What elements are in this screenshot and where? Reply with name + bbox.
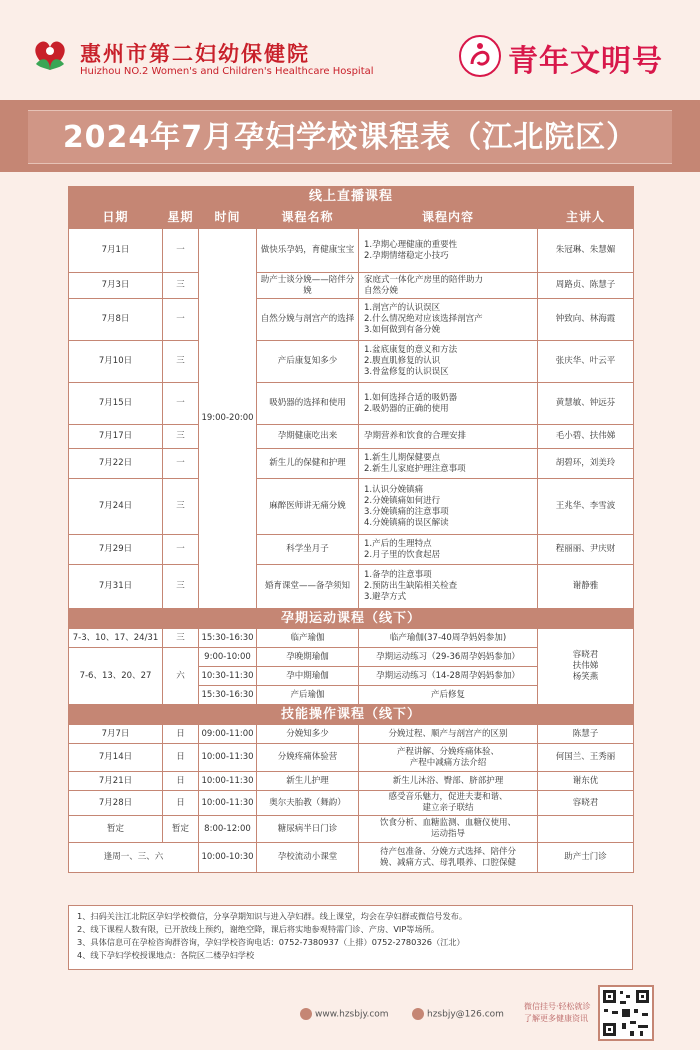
row-course-content [359, 725, 538, 744]
row-date: 7月3日 [69, 273, 163, 299]
content-line: 1.剖宫产的认识误区 [364, 303, 441, 313]
row-course-name: 科学坐月子 [257, 535, 359, 565]
row-course-content [359, 791, 538, 816]
row-weekday: 三 [163, 273, 199, 299]
row-course-name: 临产瑜伽 [257, 629, 359, 648]
content-line: 1.备孕的注意事项 [364, 570, 432, 580]
row-course-content [359, 273, 538, 299]
content-line: 2.腹直肌修复的认识 [364, 356, 441, 366]
row-course-name: 自然分娩与剖宫产的选择 [257, 299, 359, 341]
row-course-content [359, 425, 538, 449]
table-row [69, 744, 634, 772]
content-line: 1.新生儿期保健要点 [364, 452, 441, 463]
globe-icon [300, 1008, 312, 1020]
row-speaker: 助产士门诊 [538, 843, 634, 873]
row-course-name: 做快乐孕妈，育健康宝宝 [257, 229, 359, 273]
note-item: 2、线下课程人数有限，已开放线上预约，谢绝空降，课后将实地参观特需门诊、产房、VIP等场所。 [77, 924, 440, 934]
row-course-content [359, 299, 538, 341]
content-line: 1.产后的生理特点 [364, 538, 432, 549]
row-time: 10:00-11:30 [199, 744, 257, 772]
row-time: 10:00-11:30 [199, 772, 257, 791]
footer-email-text: hzsbjy@126.com [427, 1009, 504, 1020]
table-row [69, 772, 634, 791]
content-line: 扶伟娣 [572, 661, 599, 671]
row-course-name: 糖尿病半日门诊 [257, 816, 359, 843]
row-date: 7月24日 [69, 479, 163, 535]
row-weekday: 日 [163, 772, 199, 791]
row-course-content [359, 341, 538, 383]
table-row [69, 725, 634, 744]
row-weekday: 三 [163, 565, 199, 609]
row-course-name: 新生儿的保健和护理 [257, 449, 359, 479]
row-course-name: 助产士谈分娩——陪伴分娩 [257, 273, 359, 299]
row-speaker: 程丽丽、尹庆财 [538, 535, 634, 565]
content-line: 2.什么情况绝对应该选择剖宫产 [364, 314, 483, 324]
content-line: 娩、减痛方式、母乳喂养、口腔保健 [379, 857, 516, 868]
table-row [69, 383, 634, 425]
row-course-name: 吸奶器的选择和使用 [257, 383, 359, 425]
row-speaker: 谢东优 [538, 772, 634, 791]
row-time: 10:00-10:30 [199, 843, 257, 873]
online-section-title: 线上直播课程 [69, 187, 634, 207]
content-line: 2.孕期情绪稳定小技巧 [364, 250, 449, 261]
content-line: 2.分娩镇痛如何进行 [364, 495, 441, 506]
table-row [69, 273, 634, 299]
row-course-content [359, 744, 538, 772]
row-date: 7月22日 [69, 449, 163, 479]
exercise-speaker [538, 629, 634, 705]
content-line: 建立亲子联结 [422, 803, 474, 813]
content-line: 孕期营养和饮食的合理安排 [364, 431, 467, 441]
row-course-content [359, 816, 538, 843]
footer-website-text: www.hzsbjy.com [315, 1009, 389, 1020]
row-course-name: 产后康复知多少 [257, 341, 359, 383]
table-row [69, 479, 634, 535]
content-line: 分娩过程、顺产与剖宫产的区别 [388, 728, 508, 739]
table-row [69, 565, 634, 609]
row-weekday: 三 [163, 629, 199, 648]
row-course-content: 产后修复 [359, 686, 538, 705]
row-date: 暂定 [69, 816, 163, 843]
header-course-name: 课程名称 [257, 207, 359, 229]
table-row [69, 425, 634, 449]
row-date: 7月17日 [69, 425, 163, 449]
hospital-name-cn: 惠州市第二妇幼保健院 [80, 41, 310, 66]
row-speaker: 张庆华、叶云平 [538, 341, 634, 383]
row-course-content [359, 843, 538, 873]
content-line: 3.分娩镇痛的注意事项 [364, 506, 449, 517]
row-weekday: 一 [163, 299, 199, 341]
header-time: 时间 [199, 207, 257, 229]
content-line: 3.如何做到有备分娩 [364, 325, 441, 335]
row-course-name: 奥尔夫胎教（舞韵） [257, 791, 359, 816]
content-line: 感受音乐魅力，促进夫妻和谐、 [388, 792, 508, 802]
note-item: 1、扫码关注江北院区孕妇学校微信，分享孕期知识与进入孕妇群。线上课堂，均会在孕妇群或微信号发布。 [77, 911, 468, 921]
content-line: 2.预防出生缺陷相关检查 [364, 581, 458, 591]
row-time: 09:00-11:00 [199, 725, 257, 744]
row-course-name: 麻醉医师讲无痛分娩 [257, 479, 359, 535]
header-weekday: 星期 [163, 207, 199, 229]
header-speaker: 主讲人 [538, 207, 634, 229]
row-time: 15:30-16:30 [199, 629, 257, 648]
footer-website[interactable] [300, 1008, 389, 1020]
content-line: 1.认识分娩镇痛 [364, 484, 424, 495]
row-course-name: 新生儿护理 [257, 772, 359, 791]
exercise-section-title: 孕期运动课程（线下） [69, 609, 634, 629]
content-line: 自然分娩 [364, 285, 399, 296]
note-item: 3、具体信息可在孕检咨询群咨询，孕妇学校咨询电话：0752-7380937（上排）0752-2780326（江北） [77, 937, 465, 947]
row-weekday: 日 [163, 725, 199, 744]
content-line: 饮食分析、血糖监测、血糖仪使用、 [379, 818, 516, 828]
row-date: 7月15日 [69, 383, 163, 425]
row-time: 8:00-12:00 [199, 816, 257, 843]
note-item: 4、线下孕妇学校授课地点：各院区二楼孕妇学校 [77, 950, 255, 960]
section-row [69, 609, 634, 629]
row-course-content: 孕期运动练习（14-28周孕妈妈参加） [359, 667, 538, 686]
youth-civilization-label: 青年文明号 [508, 44, 663, 79]
row-course-content: 临产瑜伽(37-40周孕妈妈参加) [359, 629, 538, 648]
row-date: 7月28日 [69, 791, 163, 816]
content-line: 2.新生儿家庭护理注意事项 [364, 463, 466, 474]
table-row [69, 791, 634, 816]
row-weekday: 六 [163, 648, 199, 705]
hospital-name-en: Huizhou NO.2 Women's and Children's Healthcare Hospital [80, 66, 374, 77]
row-speaker: 何国兰、王秀丽 [538, 744, 634, 772]
row-date: 7月14日 [69, 744, 163, 772]
content-line: 杨笑燕 [572, 672, 599, 682]
course-schedule-table [68, 186, 634, 873]
row-course-content [359, 383, 538, 425]
notes-panel [68, 905, 633, 970]
skills-section-title: 技能操作课程（线下） [69, 705, 634, 725]
row-date: 7月1日 [69, 229, 163, 273]
table-row [69, 535, 634, 565]
row-speaker [538, 816, 634, 843]
page-header [0, 0, 700, 95]
row-date: 7月10日 [69, 341, 163, 383]
row-speaker: 黄慧敏、钟远芬 [538, 383, 634, 425]
content-line: 3.避孕方式 [364, 592, 407, 602]
row-date: 7月21日 [69, 772, 163, 791]
table-row [69, 629, 634, 648]
row-course-name: 孕校流动小课堂 [257, 843, 359, 873]
content-line: 4.分娩镇痛的误区解读 [364, 517, 449, 528]
mail-icon [412, 1008, 424, 1020]
hospital-logo-icon [30, 34, 70, 74]
row-speaker: 谢静雅 [538, 565, 634, 609]
content-line: 待产包准备、分娩方式选择、陪伴分 [379, 846, 516, 857]
row-time: 19:00-20:00 [199, 229, 257, 609]
row-time: 15:30-16:30 [199, 686, 257, 705]
row-weekday: 三 [163, 341, 199, 383]
row-course-name: 婚育课堂——备孕须知 [257, 565, 359, 609]
row-speaker: 王兆华、李雪波 [538, 479, 634, 535]
table-row [69, 449, 634, 479]
row-weekday: 一 [163, 535, 199, 565]
youth-civilization-logo-icon [458, 34, 502, 78]
row-weekday: 一 [163, 383, 199, 425]
row-course-content [359, 565, 538, 609]
table-row [69, 843, 634, 873]
content-line: 产程中减痛方法介绍 [409, 757, 487, 768]
row-time: 10:00-11:30 [199, 791, 257, 816]
row-weekday: 日 [163, 744, 199, 772]
footer-email[interactable] [412, 1008, 504, 1020]
row-course-content [359, 772, 538, 791]
row-date: 7-6、13、20、27 [69, 648, 163, 705]
row-date: 7月29日 [69, 535, 163, 565]
table-header-row [69, 207, 634, 229]
row-speaker: 毛小碧、扶伟娣 [538, 425, 634, 449]
row-date: 7-3、10、17、24/31 [69, 629, 163, 648]
row-course-name: 分娩疼痛体验营 [257, 744, 359, 772]
row-time: 10:30-11:30 [199, 667, 257, 686]
content-line: 新生儿沐浴、臀部、脐部护理 [392, 775, 504, 786]
table-row [69, 816, 634, 843]
table-row [69, 299, 634, 341]
row-course-name: 产后瑜伽 [257, 686, 359, 705]
qr-caption-2: 了解更多健康资讯 [524, 1014, 588, 1023]
row-weekday: 三 [163, 425, 199, 449]
content-line: 产程讲解、分娩疼痛体验、 [396, 746, 499, 757]
row-course-content [359, 535, 538, 565]
content-line: 1.孕期心理健康的重要性 [364, 239, 458, 250]
row-speaker: 胡碧环，刘美玲 [538, 449, 634, 479]
row-date: 7月31日 [69, 565, 163, 609]
row-date: 7月8日 [69, 299, 163, 341]
row-speaker: 钟致向、林海霞 [538, 299, 634, 341]
content-line: 3.骨盆修复的认识误区 [364, 367, 449, 377]
row-course-content [359, 229, 538, 273]
header-course-content: 课程内容 [359, 207, 538, 229]
content-line: 容晓君 [572, 650, 599, 660]
row-course-name: 孕晚期瑜伽 [257, 648, 359, 667]
row-date: 逢周一、三、六 [69, 843, 199, 873]
row-date: 7月7日 [69, 725, 163, 744]
content-line: 1.如何选择合适的吸奶器 [364, 392, 458, 403]
qr-code-icon[interactable] [598, 985, 654, 1041]
row-weekday: 暂定 [163, 816, 199, 843]
row-speaker: 朱冠琳、朱慧媚 [538, 229, 634, 273]
row-weekday: 日 [163, 791, 199, 816]
row-course-name: 孕中期瑜伽 [257, 667, 359, 686]
content-line: 运动指导 [430, 829, 465, 839]
row-weekday: 三 [163, 479, 199, 535]
header-date: 日期 [69, 207, 163, 229]
qr-caption-1: 微信挂号·轻松就诊 [524, 1002, 591, 1011]
content-line: 家庭式一体化产房里的陪伴助力 [364, 274, 484, 285]
content-line: 2.月子里的饮食起居 [364, 549, 441, 560]
row-course-content: 孕期运动练习（29-36周孕妈妈参加） [359, 648, 538, 667]
row-weekday: 一 [163, 229, 199, 273]
content-line: 1.盆底康复的意义和方法 [364, 345, 458, 355]
section-row [69, 705, 634, 725]
row-course-content [359, 479, 538, 535]
row-course-name: 孕期健康吃出来 [257, 425, 359, 449]
page-title: 2024年7月孕妇学校课程表（江北院区） [62, 120, 638, 155]
table-row [69, 229, 634, 273]
row-weekday: 一 [163, 449, 199, 479]
row-course-name: 分娩知多少 [257, 725, 359, 744]
row-course-content [359, 449, 538, 479]
table-row [69, 341, 634, 383]
row-speaker: 周路贞、陈慧子 [538, 273, 634, 299]
content-line: 2.吸奶器的正确的使用 [364, 403, 449, 414]
row-speaker: 陈慧子 [538, 725, 634, 744]
row-speaker: 容晓君 [538, 791, 634, 816]
row-time: 9:00-10:00 [199, 648, 257, 667]
